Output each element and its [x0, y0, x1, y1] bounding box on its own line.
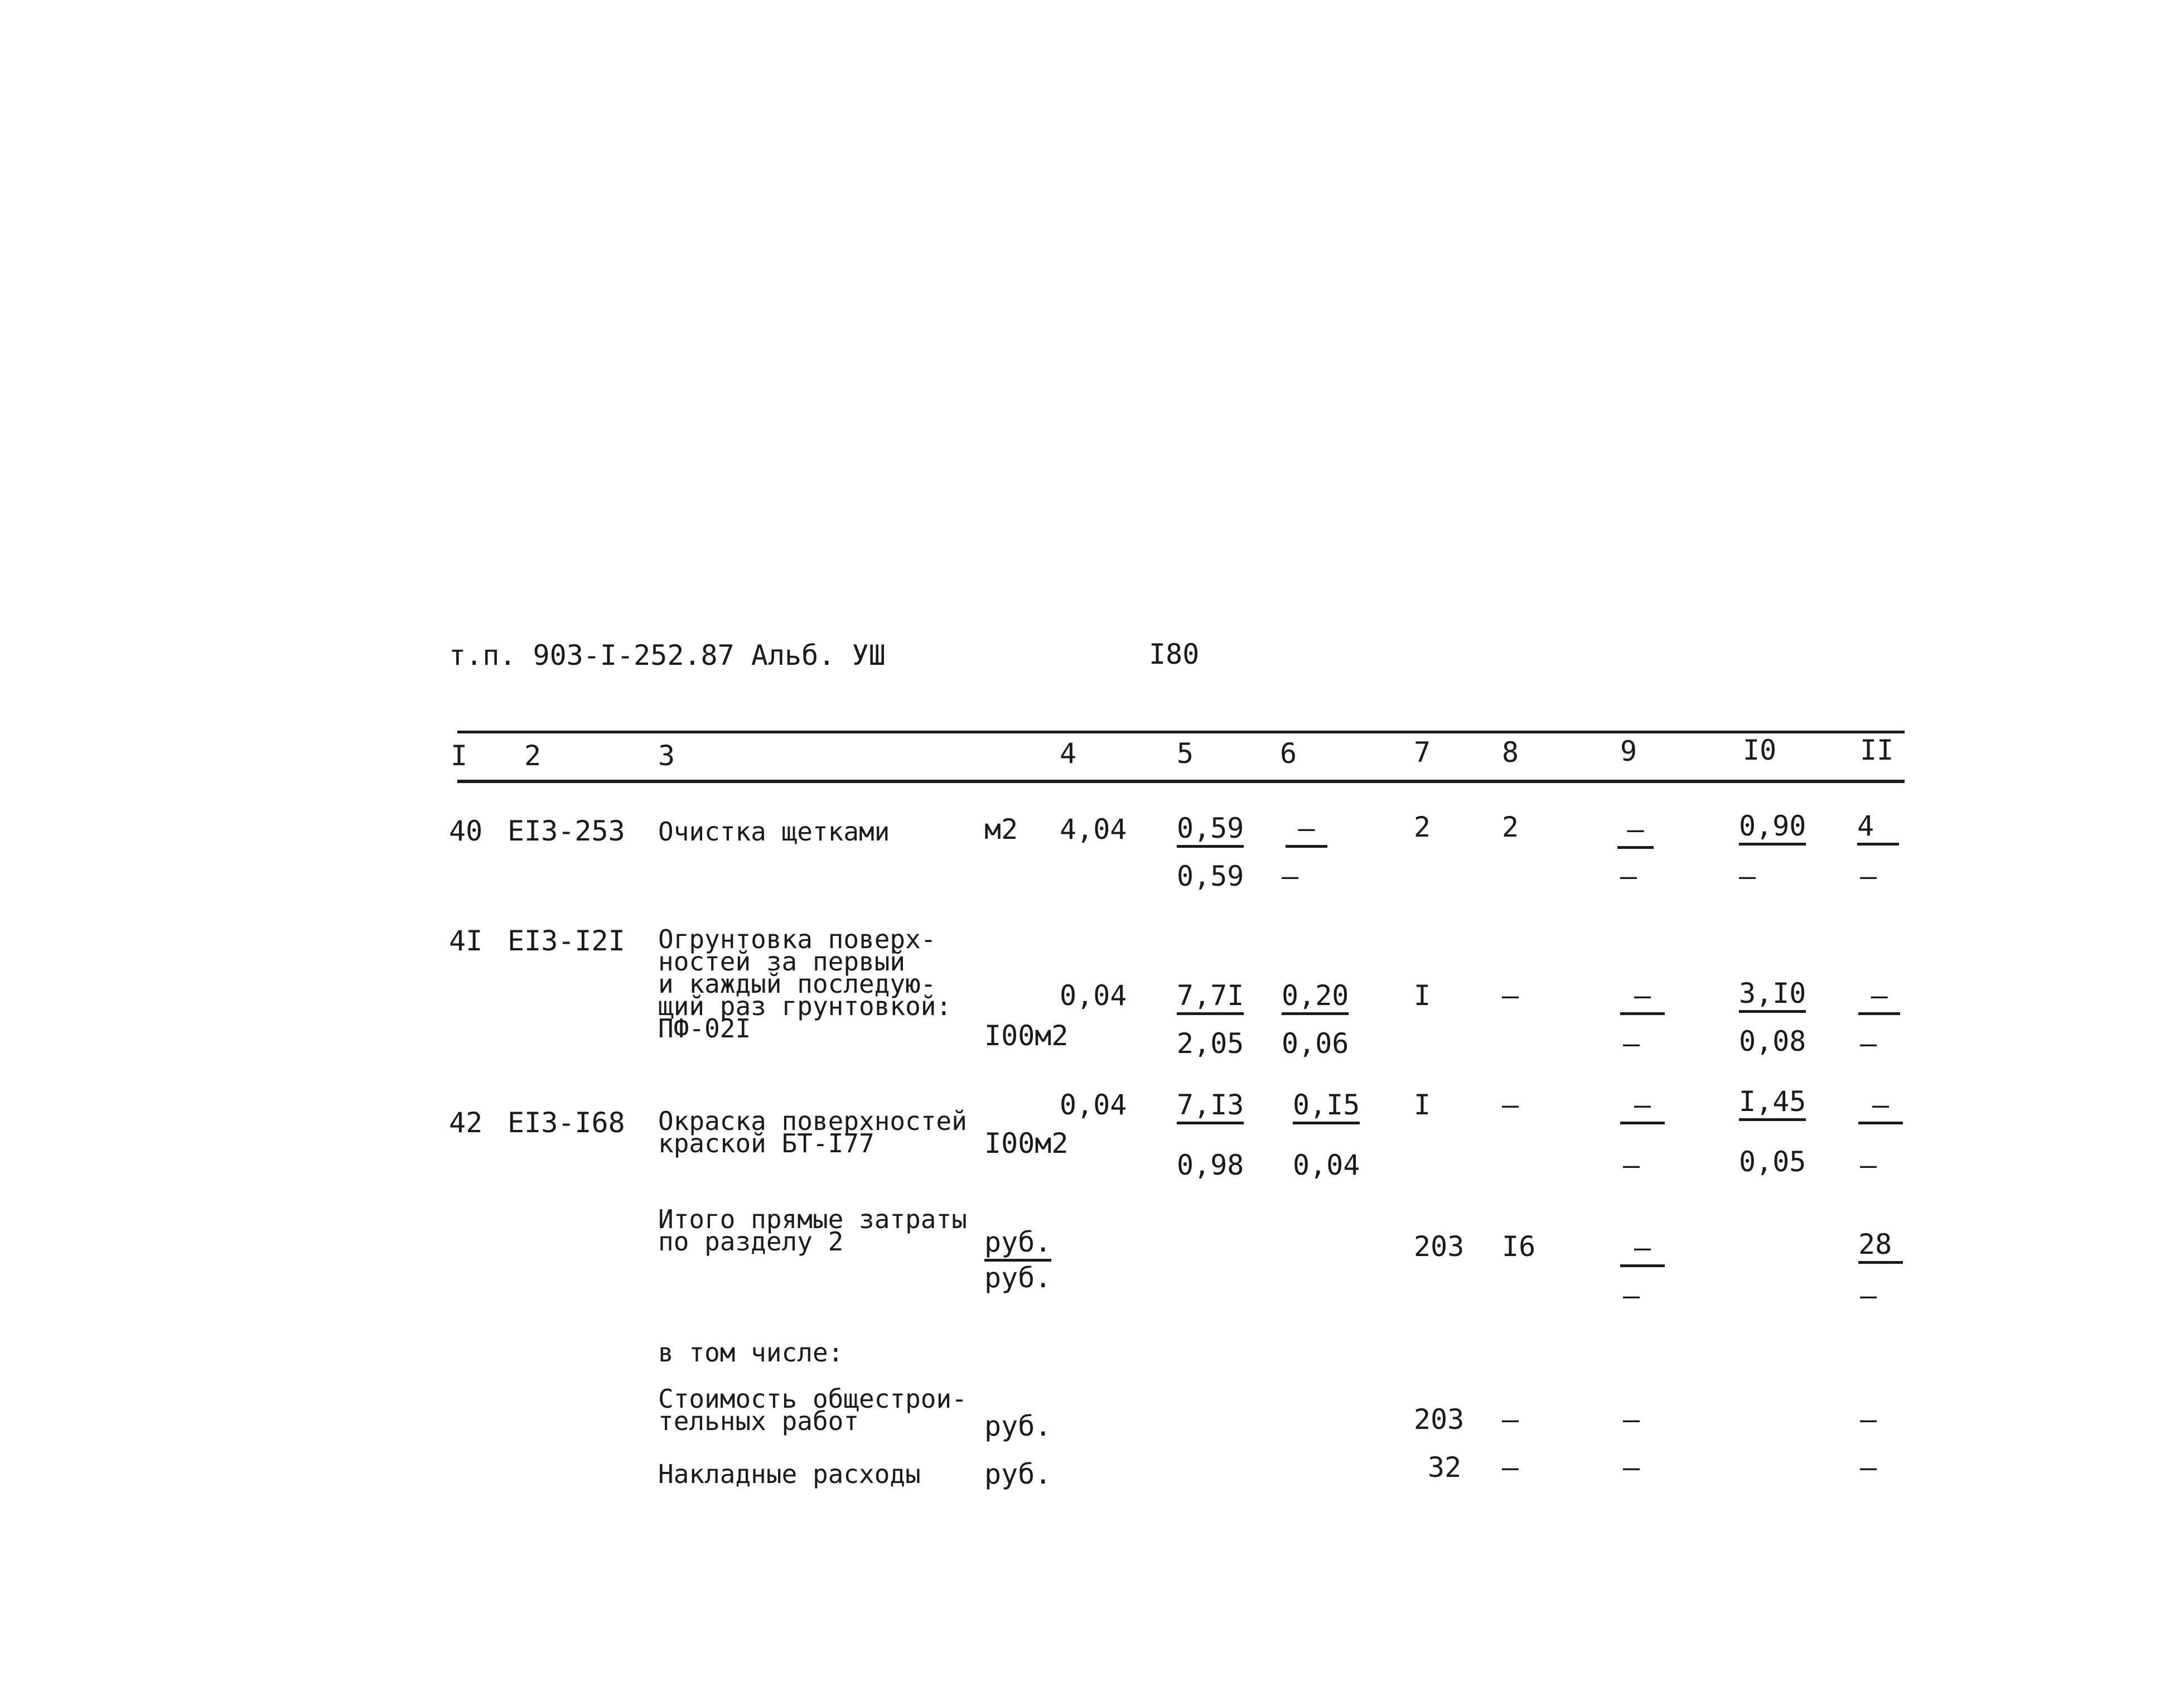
- col5-bottom: 2,05: [1177, 1027, 1244, 1060]
- col-header-7: 7: [1414, 736, 1431, 769]
- col7-value: I: [1414, 1089, 1431, 1121]
- row-name: Огрунтовка поверх- ностей за первый и каждый последую- щий раз грунтовкой: ПФ-02I: [658, 924, 952, 1044]
- overhead-col11: –: [1860, 1451, 1877, 1484]
- col-header-2: 2: [524, 740, 542, 772]
- col5-top: 7,I3: [1177, 1091, 1244, 1124]
- row-name: Окраска поверхностей краской БТ-I77: [658, 1106, 967, 1158]
- general-construction-unit: руб.: [984, 1410, 1052, 1442]
- general-construction-label: Стоимость общестрои- тельных работ: [658, 1384, 967, 1436]
- col8-value: –: [1502, 979, 1519, 1012]
- col9-bottom: –: [1623, 1149, 1640, 1181]
- col11-bottom: –: [1860, 1149, 1877, 1181]
- total-unit-top: руб.: [984, 1228, 1051, 1262]
- col-header-6: 6: [1280, 737, 1297, 770]
- overhead-col9: –: [1623, 1451, 1640, 1484]
- col-header-4: 4: [1060, 737, 1077, 770]
- col-header-11: II: [1860, 734, 1894, 766]
- total-col7: 203: [1414, 1230, 1465, 1263]
- general-construction-col9: –: [1623, 1403, 1640, 1436]
- col8-value: 2: [1502, 811, 1519, 843]
- col6-top: 0,I5: [1293, 1091, 1360, 1124]
- row-quantity: 0,04: [1060, 1089, 1127, 1121]
- col9-top: –: [1620, 982, 1665, 1015]
- row-code: EI3-253: [508, 815, 625, 847]
- row-quantity: 4,04: [1060, 813, 1127, 846]
- col5-top: 7,7I: [1177, 982, 1244, 1015]
- overhead-unit: руб.: [984, 1458, 1052, 1490]
- row-code: EI3-I68: [508, 1107, 625, 1139]
- col6-top: –: [1286, 814, 1327, 848]
- col6-bottom: 0,04: [1293, 1149, 1360, 1181]
- overhead-label: Накладные расходы: [658, 1459, 921, 1489]
- total-col11-top: 28: [1858, 1230, 1903, 1264]
- document-reference: т.п. 903-I-252.87 Альб. УШ: [449, 639, 886, 672]
- row-unit: I00м2: [984, 1020, 1069, 1052]
- total-col9-top: –: [1620, 1234, 1665, 1267]
- total-col9-bottom: –: [1623, 1279, 1640, 1312]
- col-header-10: I0: [1743, 734, 1777, 766]
- overhead-col7: 32: [1428, 1451, 1462, 1484]
- overhead-col8: –: [1502, 1451, 1519, 1484]
- page-number: I80: [1149, 638, 1200, 670]
- general-construction-col11: –: [1860, 1403, 1877, 1436]
- col9-top: –: [1617, 815, 1654, 849]
- general-construction-col8: –: [1502, 1403, 1519, 1436]
- col10-bottom: 0,08: [1739, 1025, 1806, 1057]
- col11-top: 4: [1857, 812, 1899, 846]
- col7-value: I: [1414, 979, 1431, 1012]
- col9-bottom: –: [1620, 860, 1637, 892]
- col-header-9: 9: [1620, 735, 1637, 767]
- col-header-5: 5: [1177, 737, 1194, 770]
- col6-top: 0,20: [1282, 982, 1349, 1015]
- col10-bottom: 0,05: [1739, 1146, 1806, 1178]
- row-number: 42: [449, 1107, 483, 1139]
- col-header-1: I: [451, 740, 468, 772]
- col-header-8: 8: [1502, 736, 1519, 769]
- col6-bottom: 0,06: [1282, 1027, 1349, 1060]
- col9-bottom: –: [1623, 1027, 1640, 1060]
- total-unit-bottom: руб.: [984, 1262, 1052, 1294]
- table-top-rule: [457, 731, 1905, 733]
- col11-top: –: [1858, 1091, 1903, 1124]
- col10-top: I,45: [1739, 1088, 1806, 1121]
- col10-bottom: –: [1739, 860, 1756, 892]
- col11-top: –: [1858, 982, 1900, 1015]
- col8-value: –: [1502, 1089, 1519, 1121]
- row-unit: I00м2: [984, 1127, 1069, 1160]
- total-col11-bottom: –: [1860, 1279, 1877, 1312]
- table-header-rule: [457, 780, 1905, 783]
- row-name: Очистка щетками: [658, 817, 890, 847]
- col7-value: 2: [1414, 811, 1431, 843]
- col5-bottom: 0,98: [1177, 1149, 1244, 1181]
- row-number: 4I: [449, 925, 483, 957]
- row-quantity: 0,04: [1060, 979, 1127, 1012]
- total-label: Итого прямые затраты по разделу 2: [658, 1204, 967, 1257]
- col11-bottom: –: [1860, 860, 1877, 892]
- col9-top: –: [1620, 1091, 1665, 1124]
- row-code: EI3-I2I: [508, 925, 625, 957]
- col11-bottom: –: [1860, 1027, 1877, 1060]
- col5-bottom: 0,59: [1177, 860, 1244, 892]
- col-header-3: 3: [658, 740, 675, 772]
- general-construction-col7: 203: [1414, 1403, 1465, 1436]
- row-number: 40: [449, 815, 483, 847]
- col6-bottom: –: [1282, 860, 1299, 892]
- col10-top: 0,90: [1739, 812, 1806, 846]
- total-col8: I6: [1502, 1230, 1536, 1263]
- including-label: в том числе:: [658, 1337, 844, 1368]
- row-unit: м2: [984, 813, 1018, 846]
- col5-top: 0,59: [1177, 814, 1244, 848]
- col10-top: 3,I0: [1739, 979, 1806, 1013]
